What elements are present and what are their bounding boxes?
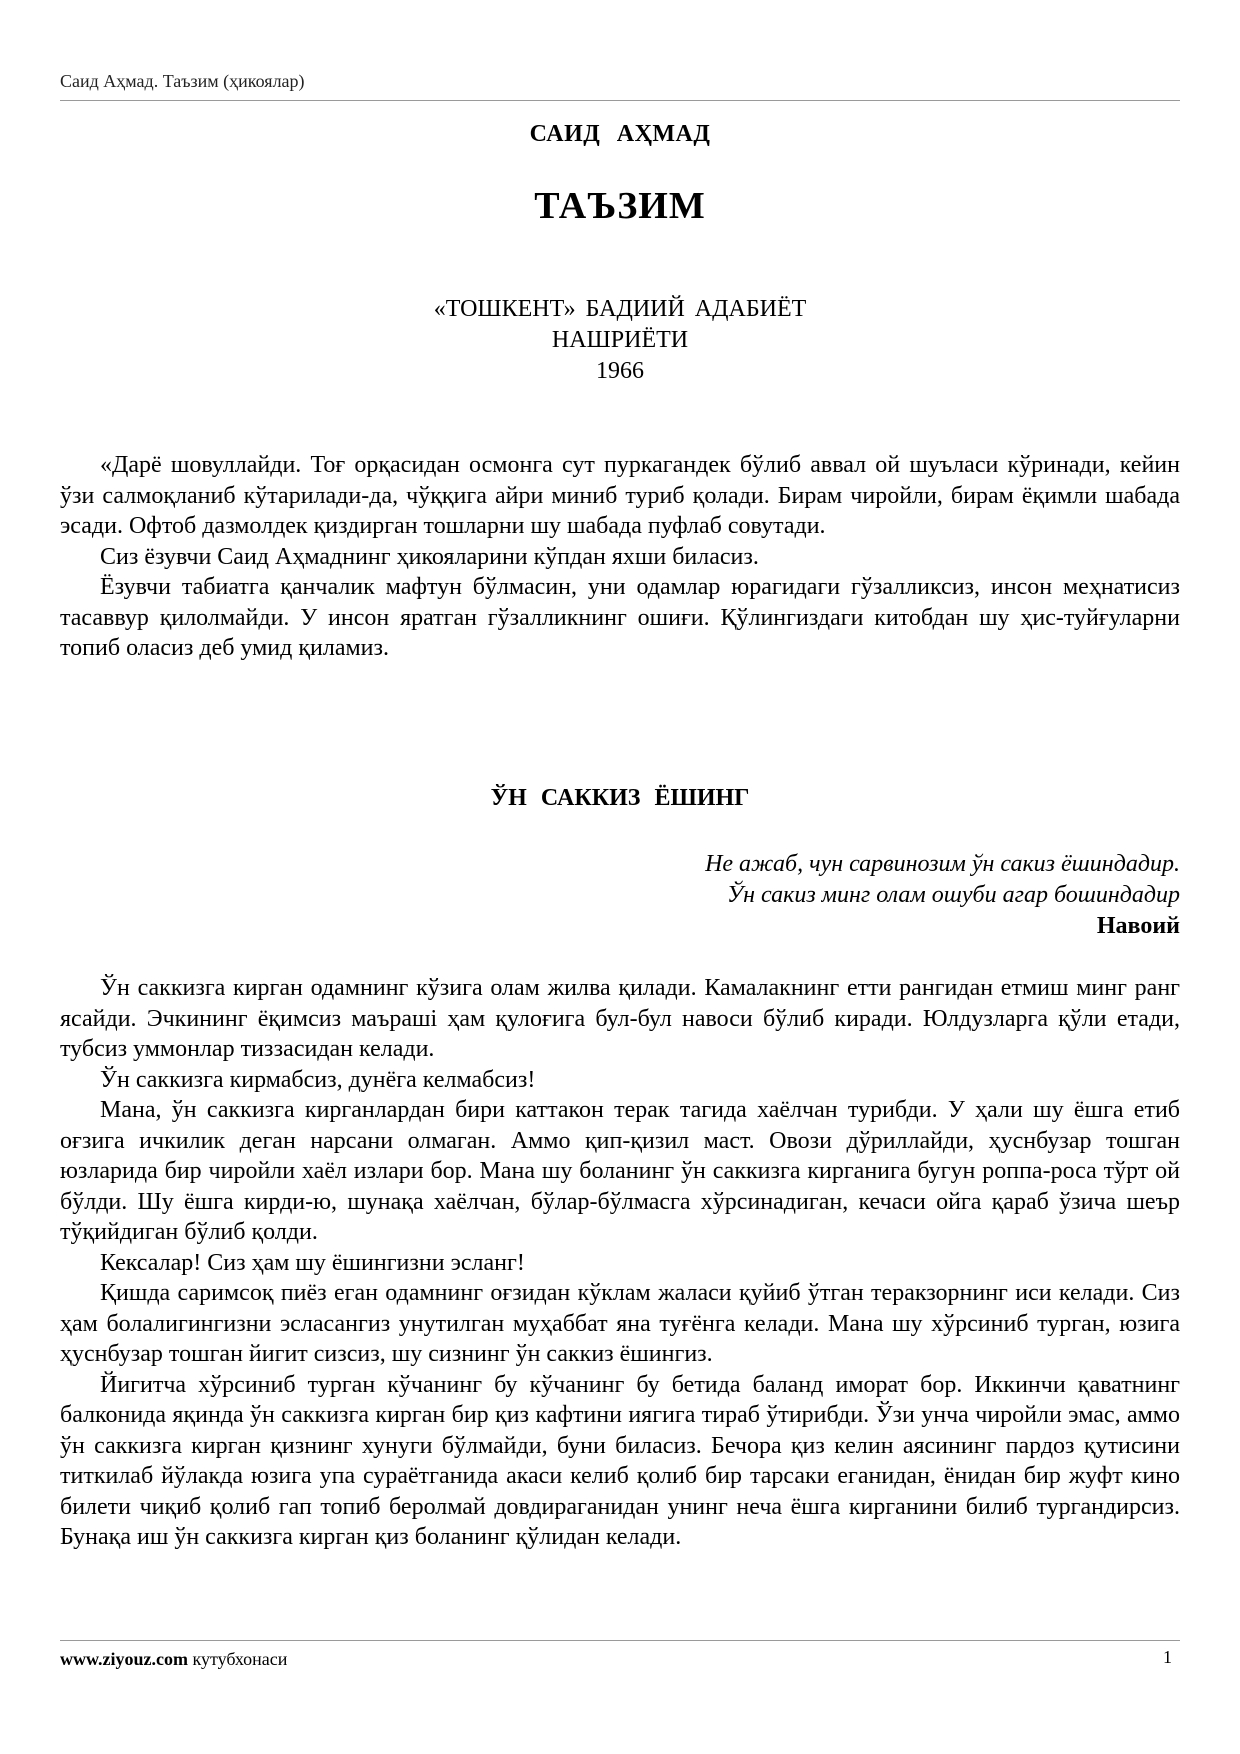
epigraph-line-1: Не ажаб, чун сарвинозим ўн сакиз ёшиндадир. [705, 851, 1180, 877]
story-paragraph: Кексалар! Сиз ҳам шу ёшингизни эсланг! [100, 1249, 525, 1276]
story-paragraph: Ўн саккизга кирган одамнинг кўзига олам жилва қилади. Камалакнинг етти рангидан етмиш минг ранг ясайди. Эчкининг ёқимсиз маърашi ҳам қулоғига бул-бул навоси бўлиб киради. Юлдузларга қўли етади, тубсиз уммонлар тиззасидан келади. [60, 975, 1180, 1062]
header-divider [60, 100, 1180, 101]
epigraph-line-2: Ўн сакиз минг олам ошуби агар бошиндадир [727, 882, 1180, 908]
story-text [60, 973, 1180, 1553]
intro-paragraph: Ёзувчи табиатга қанчалик мафтун бўлмасин, уни одамлар юрагидаги гўзалликсиз, инсон меҳнатисиз тасаввур қилолмайди. У инсон яратган гўзалликнинг ошиғи. Қўлингиздаги китобдан шу ҳис-туйғуларни топиб оласиз деб умид қиламиз. [60, 574, 1180, 661]
footer-divider [60, 1640, 1180, 1641]
epigraph [705, 849, 1180, 942]
story-paragraph: Йигитча хўрсиниб турган кўчанинг бу кўчанинг бу бетида баланд иморат бор. Иккинчи қаватнинг балконида яқинда ўн саккизга кирган бир қиз кафтини иягига тираб ўтирибди. Ўзи унча чиройли эмас, аммо ўн саккизга кирган қизнинг хунуги бўлмайди, буни биласиз. Бечора қиз келин аясининг пардоз қутисини титкилаб йўлакда юзига упа сураётганида акаси келиб қолиб бир тарсаки еганидан, ёнидан бир жуфт кино билети чиқиб қолиб гап топиб беролмай довдираганидан унинг неча ёшга кирганини билиб тургандирсиз. Бунақа иш ўн саккизга кирган қиз боланинг қўлидан келади. [60, 1371, 1180, 1550]
footer-library [60, 1649, 287, 1670]
running-head: Саид Аҳмад. Таъзим (ҳикоялар) [60, 71, 305, 91]
intro-text [60, 450, 1180, 664]
epigraph-author: Навоий [1096, 913, 1180, 939]
publisher-line-2: НАШРИЁТИ [551, 327, 689, 353]
story-paragraph: Қишда саримсоқ пиёз еган одамнинг оғзидан кўклам жаласи қуйиб ўтган теракзорнинг иси келади. Сиз ҳам болалигингизни эсласангиз унутилган муҳаббат яна туғёнга келади. Мана шу хўрсиниб турган, юзига ҳуснбузар тошган йигит сизсиз, шу сизнинг ўн саккиз ёшингиз. [60, 1280, 1180, 1367]
footer-library-label: кутубхонаси [187, 1649, 288, 1669]
publisher-imprint [0, 294, 1240, 387]
intro-paragraph: «Дарё шовуллайди. Тоғ орқасидан осмонга сут пуркагандек бўлиб аввал ой шуъласи кўринади, кейин ўзи салмоқланиб кўтарилади-да, чўққига айри миниб туриб қолади. Бирам чиройли, бирам ёқимли шабада эсади. Офтоб дазмолдек қиздирган тошларни шу шабада пуфлаб совутади. [60, 452, 1180, 539]
publication-year: 1966 [596, 358, 644, 384]
author-name: САИД АҲМАД [529, 121, 711, 147]
book-title: ТАЪЗИМ [534, 185, 706, 227]
story-paragraph: Мана, ўн саккизга кирганлардан бири каттакон терак тагида хаёлчан турибди. У ҳали шу ёшга етиб оғзига ичкилик деган нарсани олмаган. Аммо қип-қизил маст. Овози дўриллайди, ҳуснбузар тошган юзларида бир чиройли хаёл излари бор. Мана шу боланинг ўн саккизга кирганига бугун роппа-роса тўрт ой бўлди. Шу ёшга кирди-ю, шунақа хаёлчан, бўлар-бўлмасга хўрсинадиган, кечаси ойга қараб ўзича шеър тўқийдиган бўлиб қолди. [60, 1097, 1180, 1245]
story-paragraph: Ўн саккизга кирмабсиз, дунёга келмабсиз! [100, 1066, 536, 1093]
page-number: 1 [1163, 1647, 1172, 1667]
footer-site-link[interactable]: www.ziyouz.com [60, 1649, 188, 1669]
publisher-line-1: «ТОШКЕНТ» БАДИИЙ АДАБИЁТ [433, 296, 807, 322]
story-title: ЎН САККИЗ ЁШИНГ [490, 785, 750, 811]
intro-paragraph: Сиз ёзувчи Саид Аҳмаднинг ҳикояларини кўпдан яхши биласиз. [100, 543, 759, 570]
